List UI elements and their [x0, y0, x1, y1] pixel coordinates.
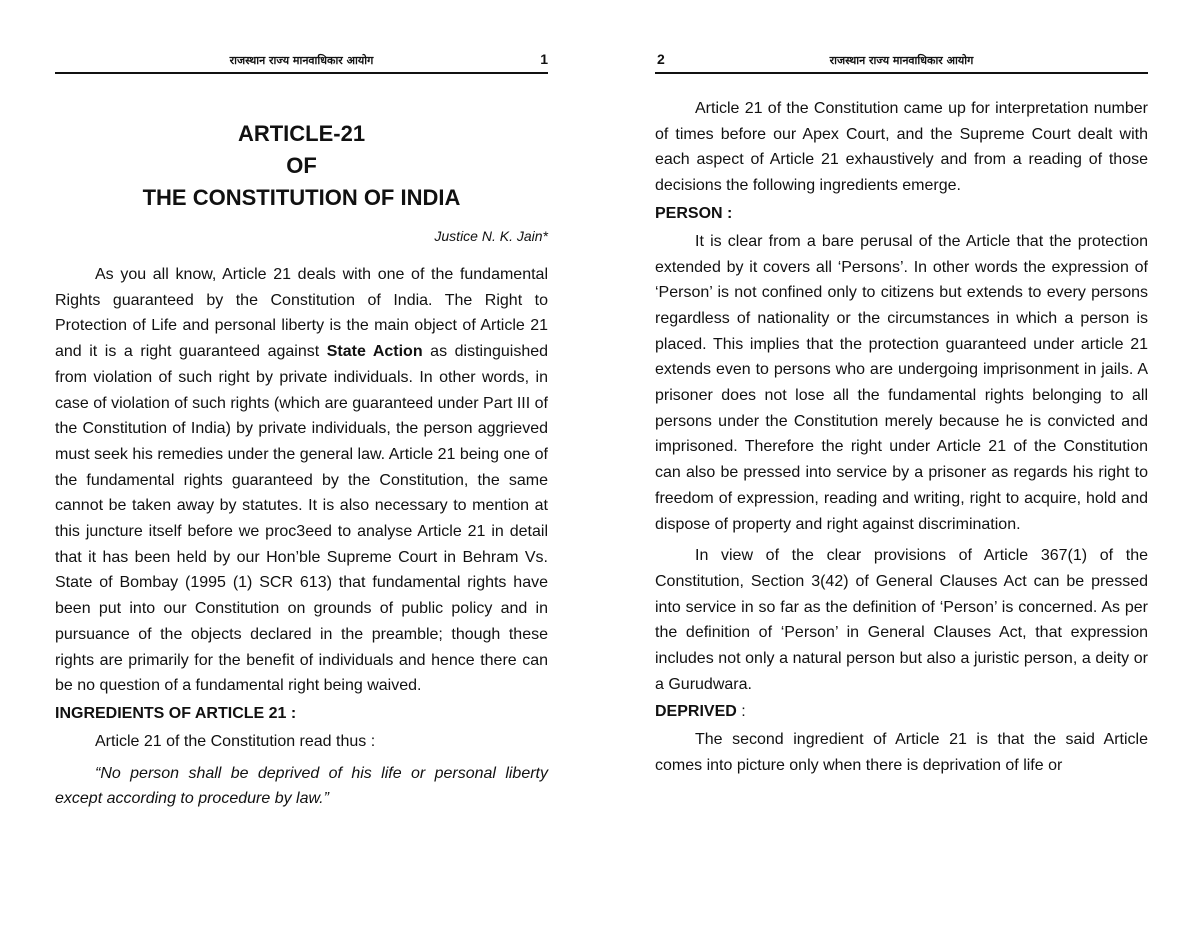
deprived-heading-colon: : — [736, 703, 746, 721]
deprived-heading-text: DEPRIVED — [655, 703, 737, 721]
author-byline: Justice N. K. Jain* — [434, 228, 548, 244]
title-line-2: OF — [286, 153, 317, 178]
title-line-3: THE CONSTITUTION OF INDIA — [142, 185, 461, 210]
page-number: 1 — [540, 51, 548, 67]
running-head-left — [55, 50, 548, 74]
interpretation-paragraph: Article 21 of the Constitution came up for interpretation number of times before our Apex Court, and the Supreme Court dealt with each aspect of Article 21 exhaustively and from a reading of those decisions the following ingredients emerge. — [655, 100, 1148, 195]
section-heading-person: PERSON : — [655, 204, 733, 222]
intro-paragraph — [55, 262, 548, 699]
title-line-1: ARTICLE-21 — [237, 121, 366, 146]
running-head-right — [655, 50, 1148, 74]
person-paragraph: It is clear from a bare perusal of the Article that the protection extended by it covers all ‘Persons’. In other words the expression of ‘Person’ is not confined only to citizens but extends to every persons regardless of nationality or the circumstances in which a person is placed. This implies that the protection guaranteed under article 21 extends even to persons who are undergoing imprisonment in jails. A prisoner does not lose all the fundamental rights belonging to all persons under the Constitution merely because he is convicted and imprisoned. Therefore the right under Article 21 of the Constitution can also be pressed into service by a prisoner as regards his right to freedom of expression, reading and writing, right to acquire, hold and dispose of property and right against discrimination. — [655, 232, 1148, 533]
intro-text-bold: State Action — [326, 343, 423, 361]
deprived-paragraph: The second ingredient of Article 21 is that the said Article comes into picture only when there is deprivation of life or — [655, 731, 1148, 775]
left-page — [55, 50, 548, 812]
section-heading-ingredients: INGREDIENTS OF ARTICLE 21 : — [55, 704, 297, 722]
page-number: 2 — [657, 51, 665, 67]
right-page — [655, 50, 1148, 779]
general-clauses-paragraph: In view of the clear provisions of Article 367(1) of the Constitution, Section 3(42) of General Clauses Act can be pressed into service in so far as the definition of ‘Person’ is concerned. As per the definition of ‘Person’ in General Clauses Act, that expression includes not only a natural person but also a juristic person, a deity or a Gurudwara. — [655, 547, 1148, 693]
section-heading-deprived — [655, 697, 1148, 727]
intro-text-start: As you all know, Article 21 deals with one of the fundamental Rights guaranteed by the Constitution of India. The Right to Protection of Life and personal liberty is the main object of Article 21 and it is a right guaranteed against — [55, 266, 548, 361]
article-title — [55, 118, 548, 214]
article-quote: “No person shall be deprived of his life or personal liberty except according to procedure by law.” — [55, 764, 548, 808]
intro-text-end: as distinguished from violation of such right by private individuals. In other words, in case of violation of such rights (which are guaranteed under Part III of the Constitution of India) by private individuals, the person aggrieved must seek his remedies under the general law. Article 21 being one of the fundamental rights guaranteed by the Constitution, the same cannot be taken away by statutes. It is also necessary to mention at this juncture itself before we proc3eed to analyse Article 21 in detail that it has been held by our Hon’ble Supreme Court in Behram Vs. State of Bombay (1995 (1) SCR 613) that fundamental rights have been put into our Constitution on grounds of public policy and in pursuance of the objects declared in the preamble; though these rights are primarily for the benefit of individuals and hence there can be no question of a fundamental right being waived. — [55, 343, 549, 695]
running-head-title: राजस्थान राज्य मानवाधिकार आयोग — [229, 54, 374, 67]
running-head-title: राजस्थान राज्य मानवाधिकार आयोग — [829, 54, 974, 67]
article-read-paragraph: Article 21 of the Constitution read thus : — [95, 732, 376, 750]
